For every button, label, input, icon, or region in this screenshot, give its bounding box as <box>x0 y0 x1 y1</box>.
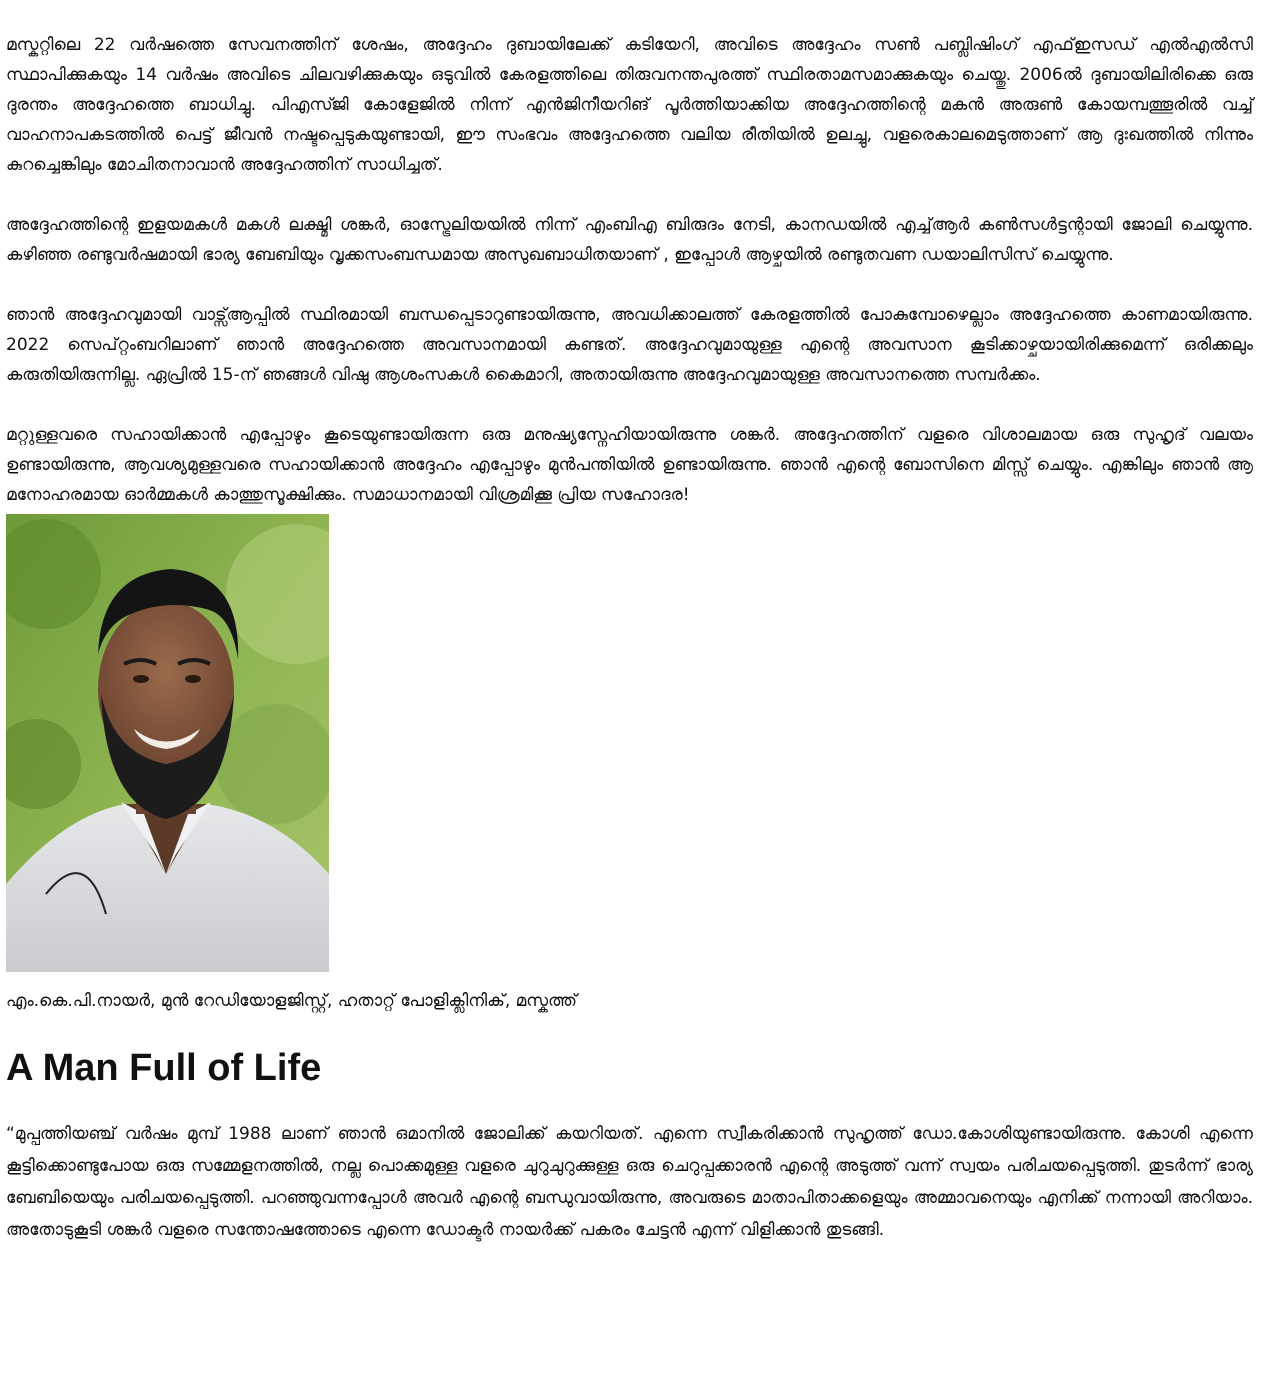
paragraph-family: അദ്ദേഹത്തിന്റെ ഇളയമകൾ മകൾ ലക്ഷ്മി ശങ്കർ, ഓസ്ട്രേലിയയിൽ നിന്ന് എംബിഎ ബിരുദം നേടി, കാനഡയിൽ എച്ച്ആർ കൺസൾട്ടന്റായി ജോലി ചെയ്യുന്നു. കഴിഞ്ഞ രണ്ടുവർഷമായി ഭാര്യ ബേബിയും വൃക്കസംബന്ധമായ അസുഖബാധിതയാണ് , ഇപ്പോൾ ആഴ്ചയിൽ രണ്ടുതവണ ഡയാലിസിസ് ചെയ്യുന്നു. <box>6 215 1253 265</box>
paragraph-career: മസ്കറ്റിലെ 22 വർഷത്തെ സേവനത്തിന് ശേഷം, അദ്ദേഹം ദുബായിലേക്ക് കടിയേറി, അവിടെ അദ്ദേഹം സൺ പബ്ലിഷിംഗ് എഫ്ഇസഡ് എൽഎൽസി സ്ഥാപിക്കുകയും 14 വർഷം അവിടെ ചിലവഴിക്കുകയും ഒടുവിൽ കേരളത്തിലെ തിരുവനന്തപുരത്ത് സ്ഥിരതാമസമാക്കുകയും ചെയ്തു. 2006ൽ ദുബായിലിരിക്കെ ഒരു ദുരന്തം അദ്ദേഹത്തെ ബാധിച്ചു. പിഎസ്ജി കോളേജിൽ നിന്ന് എൻജിനീയറിങ് പൂർത്തിയാക്കിയ അദ്ദേഹത്തിന്റെ മകൻ അരുൺ കോയമ്പത്തൂരിൽ വച്ച് വാഹനാപകടത്തിൽ പെട്ട് ജീവൻ നഷ്ടപ്പെടുകയുണ്ടായി, ഈ സംഭവം അദ്ദേഹത്തെ വലിയ രീതിയിൽ ഉലച്ചു, വളരെകാലമെടുത്താണ് ആ ദുഃഖത്തിൽ നിന്നും കുറച്ചെങ്കിലും മോചിതനാവാൻ അദ്ദേഹത്തിന് സാധിച്ചത്. <box>6 35 1253 175</box>
article <box>6 30 1253 1246</box>
section-heading: A Man Full of Life <box>6 1047 322 1089</box>
portrait-photo <box>6 514 329 972</box>
paragraph-tribute: മറ്റുള്ളവരെ സഹായിക്കാൻ എപ്പോഴും കൂടെയുണ്ടായിരുന്ന ഒരു മനുഷ്യസ്നേഹിയായിരുന്നു ശങ്കർ. അദ്ദേഹത്തിന് വളരെ വിശാലമായ ഒരു സുഹൃദ് വലയം ഉണ്ടായിരുന്നു, ആവശ്യമുള്ളവരെ സഹായിക്കാൻ അദ്ദേഹം എപ്പോഴും മുൻപന്തിയിൽ ഉണ്ടായിരുന്നു. ഞാൻ എന്റെ ബോസിനെ മിസ്സ് ചെയ്യും. എങ്കിലും ഞാൻ ആ മനോഹരമായ ഓർമ്മകൾ കാത്തുസൂക്ഷിക്കും. സമാധാനമായി വിശ്രമിക്കൂ പ്രിയ സഹോദര! <box>6 425 1253 505</box>
paragraph-last-meeting: ഞാൻ അദ്ദേഹവുമായി വാട്സ്ആപ്പിൽ സ്ഥിരമായി ബന്ധപ്പെടാറുണ്ടായിരുന്നു, അവധിക്കാലത്ത് കേരളത്തിൽ പോകുമ്പോഴെല്ലാം അദ്ദേഹത്തെ കാണമായിരുന്നു. 2022 സെപ്റ്റംബറിലാണ് ഞാൻ അദ്ദേഹത്തെ അവസാനമായി കണ്ടത്. അദ്ദേഹവുമായുള്ള എന്റെ അവസാന കൂടിക്കാഴ്ചയായിരിക്കുമെന്ന് ഒരിക്കലും കരുതിയിരുന്നില്ല. ഏപ്രിൽ 15-ന് ഞങ്ങൾ വിഷു ആശംസകൾ കൈമാറി, അതായിരുന്നു അദ്ദേഹവുമായുള്ള അവസാനത്തെ സമ്പർക്കം. <box>6 305 1253 385</box>
photo-caption: എം.കെ.പി.നായർ, മുൻ റേഡിയോളജിസ്റ്റ്, ഹതാറ്റ് പോളിക്ലിനിക്, മസ്കത്ത് <box>6 991 577 1011</box>
paragraph-first-meeting: “മുപ്പത്തിയഞ്ച് വർഷം മുമ്പ് 1988 ലാണ് ഞാൻ ഒമാനിൽ ജോലിക്ക് കയറിയത്. എന്നെ സ്വീകരിക്കാൻ സുഹൃത്ത് ഡോ.കോശിയുണ്ടായിരുന്നു. കോശി എന്നെ കൂട്ടിക്കൊണ്ടുപോയ ഒരു സമ്മേളനത്തിൽ, നല്ല പൊക്കമുള്ള വളരെ ചുറുചുറുക്കുള്ള ഒരു ചെറുപ്പക്കാരൻ എന്റെ അടുത്ത് വന്ന് സ്വയം പരിചയപ്പെടുത്തി. തുടർന്ന് ഭാര്യ ബേബിയെയും പരിചയപ്പെടുത്തി. പറഞ്ഞുവന്നപ്പോൾ അവർ എന്റെ ബന്ധുവായിരുന്നു, അവരുടെ മാതാപിതാക്കളെയും അമ്മാവനെയും എനിക്ക് നന്നായി അറിയാം. അതോടുകൂടി ശങ്കർ വളരെ സന്തോഷത്തോടെ എന്നെ ഡോക്ടർ നായർക്ക് പകരം ചേട്ടൻ എന്ന് വിളിക്കാൻ തുടങ്ങി. <box>6 1124 1253 1240</box>
